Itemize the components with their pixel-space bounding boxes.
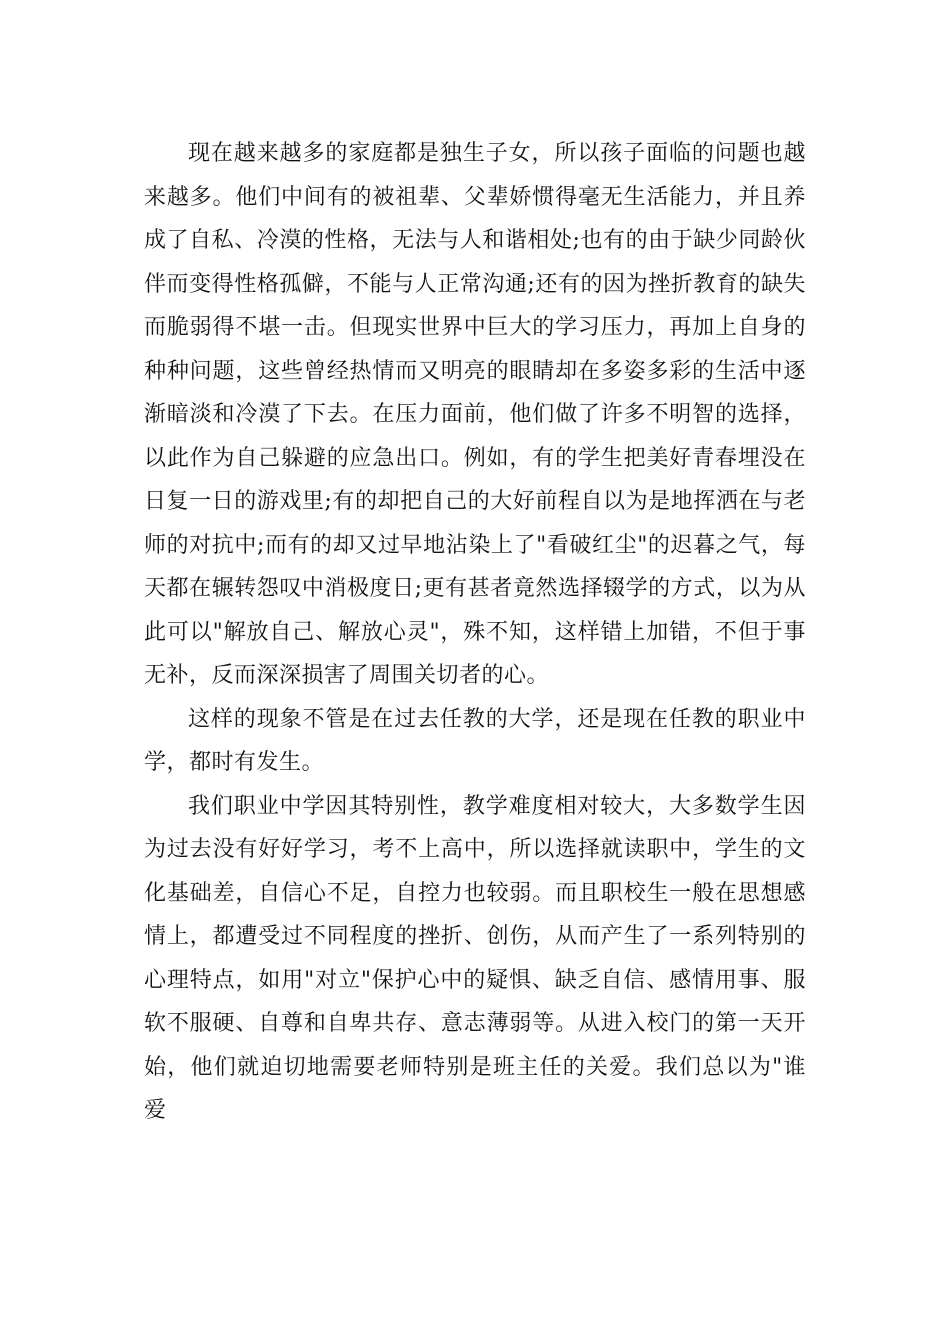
paragraph-2: 这样的现象不管是在过去任教的大学，还是现在任教的职业中学，都时有发生。 bbox=[144, 706, 806, 775]
paragraph-3: 我们职业中学因其特别性，教学难度相对较大，大多数学生因为过去没有好好学习，考不上高中，所以选择就读职中，学生的文化基础差，自信心不足，自控力也较弱。而且职校生一般在思想感情上，都遭受过不同程度的挫折、创伤，从而产生了一系列特别的心理特点，如用"对立"保护心中的疑惧、缺乏自信、感情用事、服软不服硬、自尊和自卑共存、意志薄弱等。从进入校门的第一天开始，他们就迫切地需要老师特别是班主任的关爱。我们总以为"谁爱 bbox=[144, 793, 806, 1123]
paragraph-1: 现在越来越多的家庭都是独生子女，所以孩子面临的问题也越来越多。他们中间有的被祖辈、父辈娇惯得毫无生活能力，并且养成了自私、冷漠的性格，无法与人和谐相处;也有的由于缺少同龄伙伴而变得性格孤僻，不能与人正常沟通;还有的因为挫折教育的缺失而脆弱得不堪一击。但现实世界中巨大的学习压力，再加上自身的种种问题，这些曾经热情而又明亮的眼睛却在多姿多彩的生活中逐渐暗淡和冷漠了下去。在压力面前，他们做了许多不明智的选择，以此作为自己躲避的应急出口。例如，有的学生把美好青春埋没在日复一日的游戏里;有的却把自己的大好前程自以为是地挥洒在与老师的对抗中;而有的却又过早地沾染上了"看破红尘"的迟暮之气，每天都在辗转怨叹中消极度日;更有甚者竟然选择辍学的方式，以为从此可以"解放自己、解放心灵"，殊不知，这样错上加错，不但于事无补，反而深深损害了周围关切者的心。 bbox=[144, 141, 806, 688]
body-text bbox=[144, 132, 806, 1133]
